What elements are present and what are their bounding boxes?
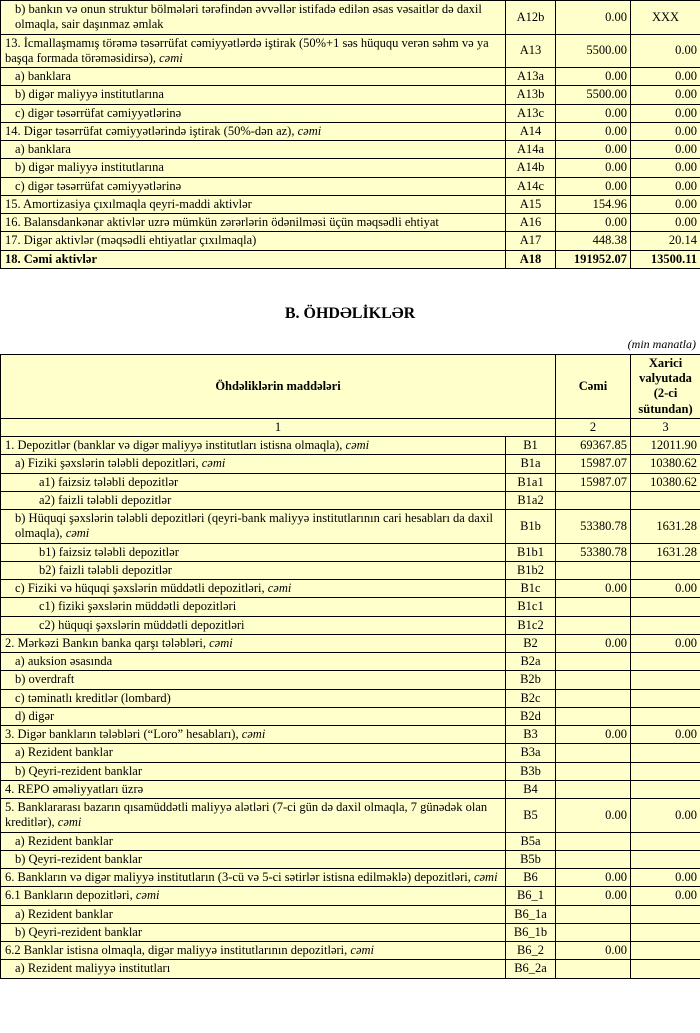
row-foreign-cell [631, 491, 700, 509]
row-label-cell: a) banklara [1, 141, 506, 159]
liabilities-header-row [1, 354, 700, 418]
row-foreign-cell: 0.00 [631, 141, 700, 159]
row-foreign-cell [631, 689, 700, 707]
row-total-cell [556, 923, 631, 941]
row-foreign-cell: 0.00 [631, 799, 700, 833]
row-foreign-cell: 0.00 [631, 726, 700, 744]
table-row [1, 86, 700, 104]
row-code-cell: A17 [506, 232, 556, 250]
row-code-cell: B2 [506, 634, 556, 652]
table-row [1, 869, 700, 887]
row-label-cell: 6. Bankların və digər maliyyə institutların (3-cü və 5-ci sətirlər istisna edilməklə) depozitləri, cəmi [1, 869, 506, 887]
row-code-cell: B6_1a [506, 905, 556, 923]
row-foreign-cell: XXX [631, 1, 700, 35]
row-label-cell: 2. Mərkəzi Bankın banka qarşı tələbləri, cəmi [1, 634, 506, 652]
table-row [1, 616, 700, 634]
row-total-cell [556, 905, 631, 923]
row-total-cell: 0.00 [556, 104, 631, 122]
row-total-cell [556, 850, 631, 868]
row-foreign-cell [631, 942, 700, 960]
row-label-cell: 4. REPO əməliyyatları üzrə [1, 780, 506, 798]
row-code-cell: B6_2a [506, 960, 556, 978]
row-code-cell: A13b [506, 86, 556, 104]
table-row [1, 177, 700, 195]
table-row [1, 232, 700, 250]
row-label-cell: a2) faizli tələbli depozitlər [1, 491, 506, 509]
row-label-cell: b) digər maliyyə institutlarına [1, 159, 506, 177]
row-code-cell: B1c2 [506, 616, 556, 634]
row-total-cell: 15987.07 [556, 455, 631, 473]
table-row [1, 689, 700, 707]
row-total-cell: 5500.00 [556, 34, 631, 68]
row-code-cell: B5 [506, 799, 556, 833]
row-foreign-cell [631, 561, 700, 579]
row-label-cell: c) təminatlı kreditlər (lombard) [1, 689, 506, 707]
row-label-cell: c2) hüquqi şəxslərin müddətli depozitləri [1, 616, 506, 634]
section-b-title: B. ÖHDƏLİKLƏR [284, 304, 416, 322]
row-label-cell: a) Rezident maliyyə institutları [1, 960, 506, 978]
row-code-cell: B4 [506, 780, 556, 798]
row-label-cell: 17. Digər aktivlər (məqsədli ehtiyatlar çıxılmaqla) [1, 232, 506, 250]
row-code-cell: A14a [506, 141, 556, 159]
row-label-cell: c) digər təsərrüfat cəmiyyətlərinə [1, 177, 506, 195]
row-label-cell: 13. İcmallaşmamış törəmə təsərrüfat cəmiyyətlərdə iştirak (50%+1 səs hüququ verən səhm və ya başqa formada törəməsidirsə), cəmi [1, 34, 506, 68]
table-row [1, 762, 700, 780]
row-code-cell: B3 [506, 726, 556, 744]
table-row [1, 104, 700, 122]
row-label-cell: a) Fiziki şəxslərin tələbli depozitləri, cəmi [1, 455, 506, 473]
row-total-cell: 0.00 [556, 177, 631, 195]
row-code-cell: A15 [506, 195, 556, 213]
row-code-cell: B1b1 [506, 543, 556, 561]
row-total-cell: 191952.07 [556, 250, 631, 268]
liabilities-table-body [1, 354, 700, 978]
row-code-cell: B5a [506, 832, 556, 850]
row-foreign-cell [631, 744, 700, 762]
table-row [1, 250, 700, 268]
table-row [1, 195, 700, 213]
row-total-cell: 0.00 [556, 141, 631, 159]
table-row [1, 437, 700, 455]
table-row [1, 653, 700, 671]
row-total-cell [556, 780, 631, 798]
row-label-cell: b) overdraft [1, 671, 506, 689]
row-total-cell: 448.38 [556, 232, 631, 250]
row-code-cell: B2b [506, 671, 556, 689]
table-row [1, 634, 700, 652]
row-total-cell: 53380.78 [556, 510, 631, 544]
table-row [1, 561, 700, 579]
row-code-cell: B1a1 [506, 473, 556, 491]
row-code-cell: B3a [506, 744, 556, 762]
row-foreign-cell: 10380.62 [631, 473, 700, 491]
row-code-cell: B6_1 [506, 887, 556, 905]
row-foreign-cell [631, 598, 700, 616]
row-total-cell [556, 616, 631, 634]
row-code-cell: B2a [506, 653, 556, 671]
row-total-cell: 0.00 [556, 580, 631, 598]
currency-unit-note: (min manatla) [627, 336, 696, 351]
row-foreign-cell [631, 850, 700, 868]
row-label-cell: b) Qeyri-rezident banklar [1, 762, 506, 780]
row-total-cell [556, 561, 631, 579]
row-foreign-cell [631, 671, 700, 689]
row-label-cell: b) Qeyri-rezident banklar [1, 850, 506, 868]
row-foreign-cell [631, 653, 700, 671]
row-label-cell: b) Hüquqi şəxslərin tələbli depozitləri (qeyri-bank maliyyə institutlarının cari hesabları da daxil olmaqla), cəmi [1, 510, 506, 544]
table-row [1, 214, 700, 232]
row-label-cell: 16. Balansdankənar aktivlər uzrə mümkün zərərlərin ödənilməsi üçün məqsədli ehtiyat [1, 214, 506, 232]
row-label-cell: 14. Digər təsərrüfat cəmiyyətlərində iştirak (50%-dən az), cəmi [1, 122, 506, 140]
table-row [1, 923, 700, 941]
table-row [1, 832, 700, 850]
row-code-cell: B1a [506, 455, 556, 473]
table-row [1, 122, 700, 140]
row-label-cell: 3. Digər bankların tələbləri (“Loro” hesabları), cəmi [1, 726, 506, 744]
table-row [1, 942, 700, 960]
row-label-cell: 5. Banklararası bazarın qısamüddətli maliyyə alətləri (7-ci gün də daxil olmaqla, 7 günədək olan kreditlər), cəmi [1, 799, 506, 833]
table-row [1, 707, 700, 725]
row-total-cell: 154.96 [556, 195, 631, 213]
row-label-cell: c) digər təsərrüfat cəmiyyətlərinə [1, 104, 506, 122]
row-total-cell: 0.00 [556, 214, 631, 232]
row-label-cell: a1) faizsiz tələbli depozitlər [1, 473, 506, 491]
row-total-cell: 5500.00 [556, 86, 631, 104]
row-label-cell: d) digər [1, 707, 506, 725]
row-foreign-cell [631, 707, 700, 725]
table-row [1, 473, 700, 491]
row-total-cell: 0.00 [556, 887, 631, 905]
row-total-cell: 0.00 [556, 799, 631, 833]
table-row [1, 1, 700, 35]
row-foreign-cell: 0.00 [631, 887, 700, 905]
table-row [1, 905, 700, 923]
row-code-cell: A14b [506, 159, 556, 177]
row-foreign-cell [631, 780, 700, 798]
row-total-cell: 0.00 [556, 634, 631, 652]
row-label-cell: b) digər maliyyə institutlarına [1, 86, 506, 104]
row-label-cell: b) bankın və onun struktur bölmələri tərəfindən əvvəllər istifadə edilən əsas vəsaitlər də daxil olmaqla, sair daşınmaz əmlak [1, 1, 506, 35]
row-foreign-cell: 0.00 [631, 214, 700, 232]
row-label-cell: b) Qeyri-rezident banklar [1, 923, 506, 941]
row-foreign-cell: 0.00 [631, 177, 700, 195]
row-total-cell: 0.00 [556, 942, 631, 960]
row-foreign-cell: 0.00 [631, 580, 700, 598]
row-label-cell: a) Rezident banklar [1, 832, 506, 850]
table-row [1, 34, 700, 68]
table-row [1, 671, 700, 689]
row-total-cell: 0.00 [556, 122, 631, 140]
table-row [1, 455, 700, 473]
row-total-cell [556, 762, 631, 780]
table-row [1, 141, 700, 159]
row-foreign-cell: 0.00 [631, 104, 700, 122]
row-label-cell: a) Rezident banklar [1, 905, 506, 923]
row-code-cell: A16 [506, 214, 556, 232]
header-items-label: Öhdəliklərin maddələri [1, 354, 556, 418]
row-total-cell [556, 653, 631, 671]
row-code-cell: A13 [506, 34, 556, 68]
row-foreign-cell [631, 905, 700, 923]
row-foreign-cell: 0.00 [631, 869, 700, 887]
row-label-cell: 18. Cəmi aktivlər [1, 250, 506, 268]
row-foreign-cell: 0.00 [631, 86, 700, 104]
row-label-cell: c) Fiziki və hüquqi şəxslərin müddətli depozitləri, cəmi [1, 580, 506, 598]
row-code-cell: B1c1 [506, 598, 556, 616]
row-foreign-cell: 20.14 [631, 232, 700, 250]
row-foreign-cell [631, 923, 700, 941]
row-code-cell: B1b2 [506, 561, 556, 579]
column-number-2: 2 [556, 418, 631, 436]
table-row [1, 543, 700, 561]
row-code-cell: B6_1b [506, 923, 556, 941]
column-number-row [1, 418, 700, 436]
table-row [1, 780, 700, 798]
table-row [1, 68, 700, 86]
row-label-cell: 1. Depozitlər (banklar və digər maliyyə institutları istisna olmaqla), cəmi [1, 437, 506, 455]
column-number-1: 1 [1, 418, 556, 436]
table-row [1, 491, 700, 509]
row-label-cell: a) banklara [1, 68, 506, 86]
assets-table-continued [0, 0, 700, 269]
liabilities-table [0, 354, 700, 979]
row-foreign-cell: 0.00 [631, 68, 700, 86]
row-code-cell: A14c [506, 177, 556, 195]
row-total-cell: 0.00 [556, 1, 631, 35]
row-foreign-cell: 0.00 [631, 634, 700, 652]
row-label-cell: b2) faizli tələbli depozitlər [1, 561, 506, 579]
row-total-cell: 0.00 [556, 726, 631, 744]
table-row [1, 850, 700, 868]
row-code-cell: B1c [506, 580, 556, 598]
row-total-cell: 0.00 [556, 869, 631, 887]
row-total-cell [556, 960, 631, 978]
row-code-cell: B6 [506, 869, 556, 887]
assets-table-body [1, 1, 700, 269]
row-label-cell: c1) fiziki şəxslərin müddətli depozitləri [1, 598, 506, 616]
row-code-cell: A12b [506, 1, 556, 35]
row-foreign-cell: 0.00 [631, 159, 700, 177]
row-label-cell: a) Rezident banklar [1, 744, 506, 762]
table-row [1, 887, 700, 905]
table-row [1, 598, 700, 616]
header-total-label: Cəmi [556, 354, 631, 418]
header-foreign-label: Xarici valyutada (2-ci sütundan) [631, 354, 700, 418]
table-row [1, 159, 700, 177]
row-code-cell: B3b [506, 762, 556, 780]
row-label-cell: 6.1 Bankların depozitləri, cəmi [1, 887, 506, 905]
column-number-3: 3 [631, 418, 700, 436]
row-label-cell: b1) faizsiz tələbli depozitlər [1, 543, 506, 561]
table-row [1, 799, 700, 833]
row-total-cell [556, 832, 631, 850]
row-code-cell: A18 [506, 250, 556, 268]
row-code-cell: B6_2 [506, 942, 556, 960]
row-total-cell: 69367.85 [556, 437, 631, 455]
row-label-cell: 15. Amortizasiya çıxılmaqla qeyri-maddi aktivlər [1, 195, 506, 213]
row-total-cell [556, 671, 631, 689]
table-row [1, 744, 700, 762]
row-label-cell: a) auksion əsasında [1, 653, 506, 671]
row-code-cell: B1a2 [506, 491, 556, 509]
table-row [1, 726, 700, 744]
row-code-cell: A13c [506, 104, 556, 122]
row-foreign-cell: 10380.62 [631, 455, 700, 473]
row-total-cell: 0.00 [556, 68, 631, 86]
row-total-cell: 53380.78 [556, 543, 631, 561]
row-foreign-cell [631, 762, 700, 780]
row-foreign-cell [631, 832, 700, 850]
row-foreign-cell: 13500.11 [631, 250, 700, 268]
row-label-cell: 6.2 Banklar istisna olmaqla, digər maliyyə institutlarının depozitləri, cəmi [1, 942, 506, 960]
row-total-cell: 15987.07 [556, 473, 631, 491]
row-foreign-cell: 12011.90 [631, 437, 700, 455]
table-row [1, 960, 700, 978]
row-foreign-cell: 0.00 [631, 34, 700, 68]
row-code-cell: B1b [506, 510, 556, 544]
row-code-cell: B5b [506, 850, 556, 868]
row-total-cell [556, 744, 631, 762]
row-total-cell [556, 598, 631, 616]
row-code-cell: B2c [506, 689, 556, 707]
row-foreign-cell: 1631.28 [631, 510, 700, 544]
row-foreign-cell: 0.00 [631, 122, 700, 140]
row-foreign-cell: 0.00 [631, 195, 700, 213]
row-foreign-cell: 1631.28 [631, 543, 700, 561]
row-code-cell: A14 [506, 122, 556, 140]
row-code-cell: B1 [506, 437, 556, 455]
row-total-cell: 0.00 [556, 159, 631, 177]
row-total-cell [556, 689, 631, 707]
row-code-cell: B2d [506, 707, 556, 725]
table-row [1, 580, 700, 598]
row-total-cell [556, 491, 631, 509]
row-code-cell: A13a [506, 68, 556, 86]
table-row [1, 510, 700, 544]
row-foreign-cell [631, 960, 700, 978]
row-foreign-cell [631, 616, 700, 634]
row-total-cell [556, 707, 631, 725]
